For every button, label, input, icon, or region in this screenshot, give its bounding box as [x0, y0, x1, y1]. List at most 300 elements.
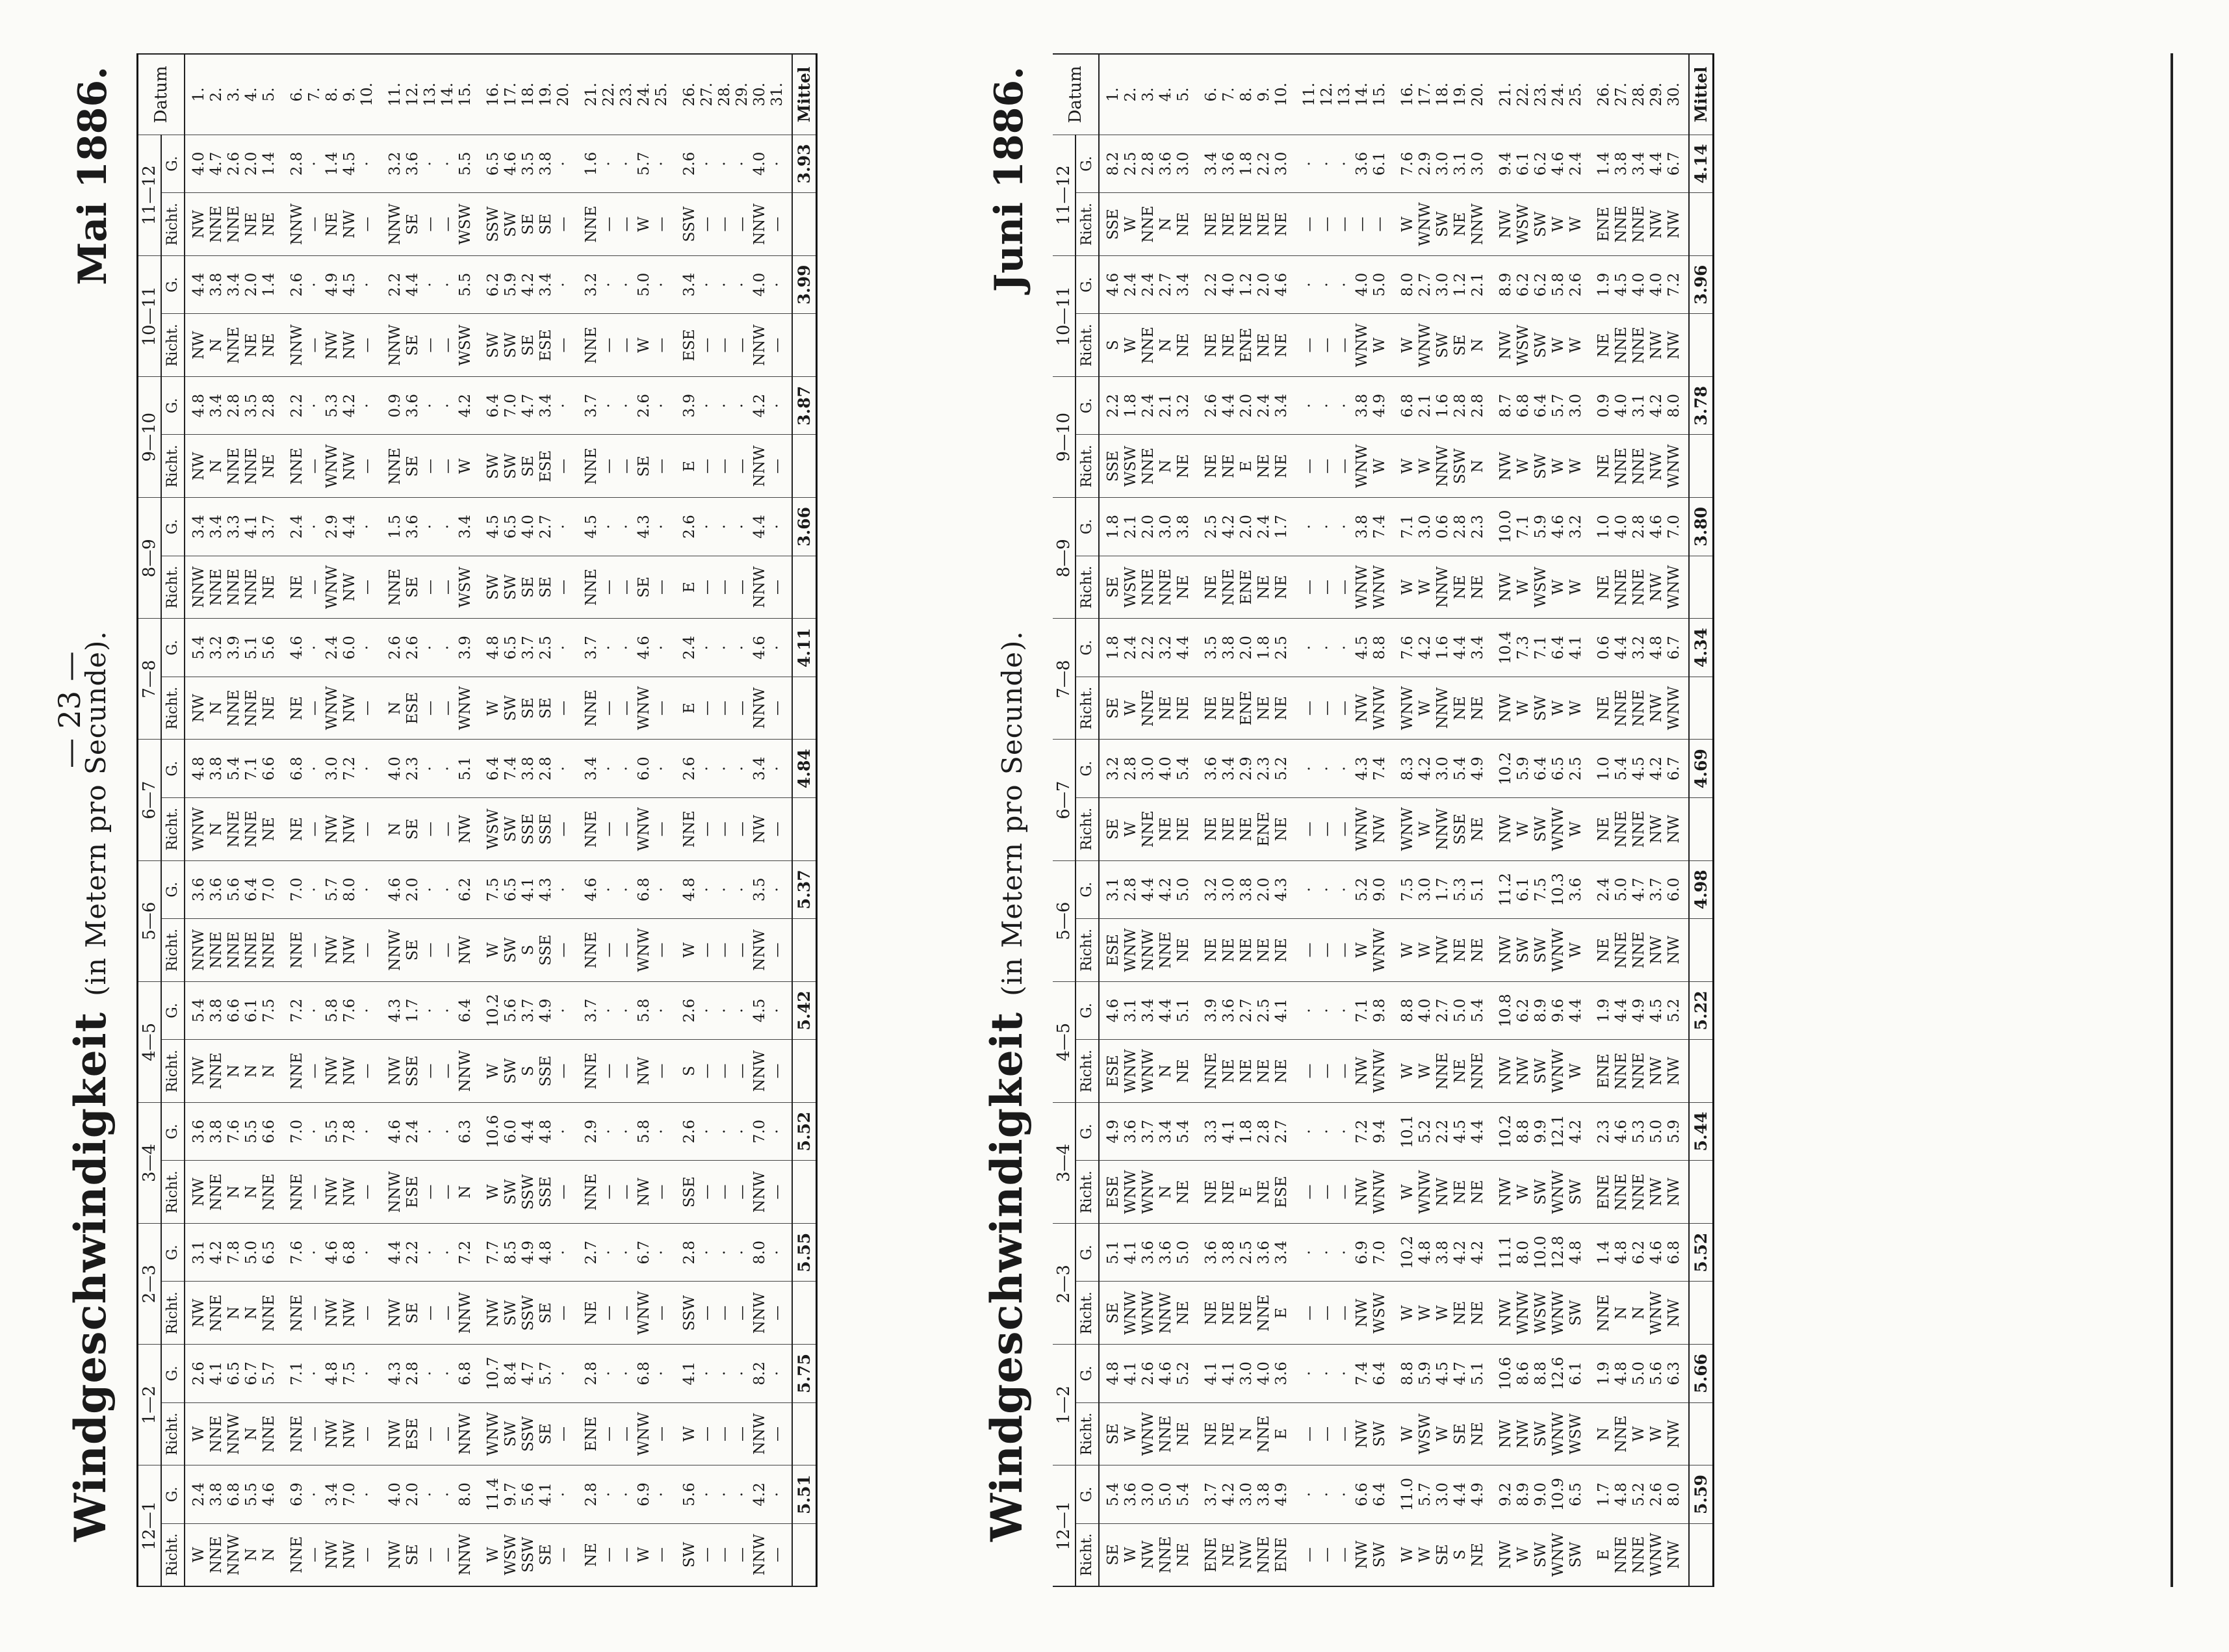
direction-cell: NNE — NW NW —	[283, 918, 381, 981]
direction-cell: N ESE — — WNW	[381, 677, 480, 740]
direction-cell: NE NE N NNE E	[1198, 1402, 1296, 1465]
speed-cell: 3.2 2.8 3.0 4.0 5.4	[1099, 740, 1198, 797]
speed-cell: 3.4 · · 6.0 ·	[578, 740, 676, 797]
direction-cell: NNW SE — — WSW	[381, 193, 480, 256]
direction-cell: SE WSW NNE NNE NE	[1099, 556, 1198, 619]
speed-cell: 3.2 · · 5.0 ·	[578, 255, 676, 313]
speed-cell: 3.6 3.6 5.6 6.4 7.0	[185, 860, 283, 918]
direction-cell: ENE NE NW NNE ENE	[1198, 1523, 1296, 1586]
g-header: G.	[1076, 619, 1099, 677]
table-row	[1198, 54, 1296, 1586]
direction-cell: NNE — — W —	[578, 193, 676, 256]
g-header: G.	[1076, 1224, 1099, 1282]
direction-cell: SE W NNE NE NE	[1099, 677, 1198, 740]
speed-cell: 3.2 3.0 3.8 2.0 4.3	[1198, 860, 1296, 918]
mittel-row	[1689, 54, 1714, 1586]
direction-cell: NNE — — WNW —	[578, 677, 676, 740]
date-cell: 26. 27. 28. 29. 30. 31.	[676, 54, 792, 135]
richt-header: Richt.	[1076, 556, 1099, 619]
direction-cell: NE — WNW NW —	[283, 556, 381, 619]
speed-cell: 7.0 · 5.7 8.0 ·	[283, 860, 381, 918]
speed-cell: 10.0 7.1 5.9 4.6 3.2	[1492, 498, 1590, 556]
mittel-label: Mittel	[792, 54, 817, 135]
speed-cell: 4.3 1.7 · · 6.4	[381, 981, 480, 1039]
direction-cell: — — — NW WSW	[1296, 1282, 1394, 1345]
date-cell: 21. 22. 23. 24. 25.	[578, 54, 676, 135]
speed-cell: 1.8 2.1 2.0 3.0 3.8	[1099, 498, 1198, 556]
speed-cell: 11.1 8.0 10.0 12.8 4.8	[1492, 1224, 1590, 1282]
date-cell: 6. 7. 8. 9. 10.	[1198, 54, 1296, 135]
g-header: G.	[161, 1224, 185, 1282]
speed-cell: 4.6 · · 6.8 ·	[578, 860, 676, 918]
direction-cell: W SW S SSE —	[480, 1040, 578, 1103]
direction-cell: NNW SE — — NW	[381, 918, 480, 981]
direction-cell: SSW — — — NNW —	[676, 1282, 792, 1345]
direction-cell: NW N NNE NNE NE	[185, 677, 283, 740]
mittel-value: 4.98	[1689, 860, 1714, 918]
speed-cell: 3.7 · · 5.8 ·	[578, 981, 676, 1039]
g-header: G.	[161, 255, 185, 313]
direction-cell: ENE NNE NNE NW NW	[1590, 193, 1689, 256]
hour-header: 5—6	[1053, 860, 1076, 981]
speed-cell: 3.6 3.8 2.5 3.6 3.4	[1198, 1224, 1296, 1282]
g-header: G.	[1076, 135, 1099, 192]
hour-header: 10—11	[138, 255, 162, 376]
datum-header: Datum	[1053, 54, 1099, 135]
page-number: — 23 —	[52, 651, 87, 768]
speed-cell: 8.7 6.8 6.4 5.7 3.0	[1492, 377, 1590, 435]
g-header: G.	[1076, 498, 1099, 556]
direction-cell: NNE — NW NW —	[283, 1402, 381, 1465]
direction-cell: NNE SE — — WSW	[381, 556, 480, 619]
speed-cell: 7.0 · 5.5 7.8 ·	[283, 1102, 381, 1160]
june-table	[1053, 53, 1714, 1587]
hour-header: 6—7	[138, 740, 162, 860]
speed-cell: 4.4 3.8 3.4 2.0 1.4	[185, 255, 283, 313]
mittel-value: 4.69	[1689, 740, 1714, 797]
speed-cell: 3.2 3.6 · · 5.5	[381, 135, 480, 192]
direction-cell: SW — — — NNW —	[676, 1523, 792, 1586]
direction-cell: NW WSW SW W W	[1492, 314, 1590, 377]
direction-cell: ENE — — WNW —	[578, 1402, 676, 1465]
speed-cell: 2.8 · · 6.9 ·	[578, 1465, 676, 1523]
speed-cell: 1.0 4.0 2.8 4.6 7.0	[1590, 498, 1689, 556]
speed-cell: 10.2 8.8 9.9 12.1 4.2	[1492, 1102, 1590, 1160]
speed-cell: 2.2 4.4 · · 5.5	[381, 255, 480, 313]
g-header: G.	[161, 1465, 185, 1523]
speed-cell: 4.4 2.2 · · 7.2	[381, 1224, 480, 1282]
speed-cell: 3.6 3.4 2.9 2.3 5.2	[1198, 740, 1296, 797]
hour-header: 11—12	[1053, 135, 1076, 255]
hour-header: 4—5	[1053, 981, 1076, 1102]
date-cell: 21. 22. 23. 24. 25.	[1492, 54, 1590, 135]
table-row	[1492, 54, 1590, 1586]
direction-cell: E — — — NNW —	[676, 556, 792, 619]
mittel-value: 3.99	[792, 255, 817, 313]
direction-cell: NW NNE NNE NE NE	[185, 193, 283, 256]
direction-cell: — — — NW WNW	[1296, 677, 1394, 740]
direction-cell: WNW N NNE NNE NE	[185, 797, 283, 860]
speed-cell: 11.0 5.7 3.0 4.4 4.9	[1394, 1465, 1492, 1523]
mittel-value: 5.37	[792, 860, 817, 918]
speed-cell: 2.5 4.2 2.0 2.4 1.7	[1198, 498, 1296, 556]
table-row	[1590, 54, 1689, 1586]
table-row	[1296, 54, 1394, 1586]
date-cell: 11. 12. 13. 14. 15.	[381, 54, 480, 135]
direction-cell: NW N NNE NNE NE	[185, 435, 283, 498]
direction-cell: NE NE NE NE NE	[1198, 193, 1296, 256]
speed-cell: 3.1 4.2 7.8 5.0 6.5	[185, 1224, 283, 1282]
speed-cell: 4.8 3.8 5.4 7.1 6.6	[185, 740, 283, 797]
speed-cell: 3.1 2.8 4.4 4.2 5.0	[1099, 860, 1198, 918]
direction-cell: W SW SE SE —	[480, 677, 578, 740]
direction-cell: SE W WNW NNE NE	[1099, 1402, 1198, 1465]
speed-cell: 10.6 6.0 4.4 4.8 ·	[480, 1102, 578, 1160]
june-header	[975, 53, 1053, 1587]
direction-cell: NNE — — NW —	[578, 1161, 676, 1224]
speed-cell: 2.8 · · 6.8 ·	[578, 1345, 676, 1402]
may-month: Mai 1886.	[70, 66, 116, 285]
speed-cell: 4.0 2.0 · · 8.0	[381, 1465, 480, 1523]
direction-cell: NNW ESE — — N	[381, 1161, 480, 1224]
mittel-value: 4.34	[1689, 619, 1714, 677]
g-header: G.	[161, 377, 185, 435]
direction-cell: NW W SW W W	[1492, 677, 1590, 740]
direction-cell: WSW SW SSE SSE —	[480, 797, 578, 860]
speed-cell: 0.9 4.0 3.1 4.2 8.0	[1590, 377, 1689, 435]
speed-cell: 4.6 · 2.4 6.0 ·	[283, 619, 381, 677]
speed-cell: 7.5 6.5 4.1 4.3 ·	[480, 860, 578, 918]
hour-header: 7—8	[1053, 619, 1076, 740]
direction-cell: NNE — — WNW —	[578, 797, 676, 860]
direction-cell: W W NNE NE NNE	[1394, 1040, 1492, 1103]
richt-header: Richt.	[1076, 193, 1099, 256]
speed-cell: 6.2 5.9 4.2 3.4 ·	[480, 255, 578, 313]
speed-cell: 4.5 · · 4.3 ·	[578, 498, 676, 556]
speed-cell: 6.9 · 3.4 7.0 ·	[283, 1465, 381, 1523]
speed-cell: 2.6 · · · 3.4 ·	[676, 740, 792, 797]
speed-cell: 4.6 2.0 · · 6.2	[381, 860, 480, 918]
speed-cell: 1.8 2.4 2.2 3.2 4.4	[1099, 619, 1198, 677]
speed-cell: 2.4 · 2.9 4.4 ·	[283, 498, 381, 556]
mittel-row	[792, 54, 817, 1586]
speed-cell: · · · 4.5 8.8	[1296, 619, 1394, 677]
direction-cell: ESE — — — NNW —	[676, 314, 792, 377]
direction-cell: NE — NW NW —	[283, 797, 381, 860]
mittel-label: Mittel	[1689, 54, 1714, 135]
g-header: G.	[161, 619, 185, 677]
mittel-value: 5.75	[792, 1345, 817, 1402]
speed-cell: 5.4 3.8 6.6 6.1 7.5	[185, 981, 283, 1039]
mittel-value: 5.22	[1689, 981, 1714, 1039]
speed-cell: 10.2 5.6 3.7 4.9 ·	[480, 981, 578, 1039]
bottom-rule	[2171, 53, 2173, 1587]
speed-cell: 2.3 4.6 5.3 5.0 5.9	[1590, 1102, 1689, 1160]
direction-cell: SSW — — — NNW —	[676, 193, 792, 256]
g-header: G.	[161, 135, 185, 192]
speed-cell: 4.3 2.8 · · 6.8	[381, 1345, 480, 1402]
direction-cell: NW SE — — NNW	[381, 1282, 480, 1345]
speed-cell: 3.9 3.6 2.7 2.5 4.1	[1198, 981, 1296, 1039]
g-header: G.	[1076, 740, 1099, 797]
direction-cell: NNW — NW NW —	[283, 314, 381, 377]
direction-cell: W WNW NW NE NE	[1394, 1161, 1492, 1224]
speed-cell: 3.4 3.4 3.3 4.1 3.7	[185, 498, 283, 556]
speed-cell: 4.9 3.6 3.7 3.4 5.4	[1099, 1102, 1198, 1160]
speed-cell: 4.8 · · · 3.5 ·	[676, 860, 792, 918]
speed-cell: 8.9 6.2 6.2 5.8 2.6	[1492, 255, 1590, 313]
g-header: G.	[1076, 1345, 1099, 1402]
direction-cell: W W W NE NE	[1394, 1282, 1492, 1345]
june-title: Windgeschwindigkeit (in Metern pro Secunde).	[981, 630, 1032, 1542]
speed-cell: 2.6 · · · 7.0 ·	[676, 1102, 792, 1160]
richt-header: Richt.	[161, 435, 185, 498]
direction-cell: NNE — NW NW —	[283, 1040, 381, 1103]
speed-cell: 4.8 3.4 2.8 3.5 2.8	[185, 377, 283, 435]
speed-cell: 0.9 3.6 · · 4.2	[381, 377, 480, 435]
richt-header: Richt.	[161, 1282, 185, 1345]
table-row	[676, 54, 792, 1586]
date-cell: 26. 27. 28. 29. 30.	[1590, 54, 1689, 135]
speed-cell: 7.6 2.9 3.0 3.1 3.0	[1394, 135, 1492, 192]
direction-cell: W WNW SW NE NNW	[1394, 193, 1492, 256]
richt-header: Richt.	[1076, 1523, 1099, 1586]
speed-cell: 3.4 3.6 1.8 2.2 3.0	[1198, 135, 1296, 192]
hour-header: 9—10	[1053, 377, 1076, 498]
speed-cell: 6.4 7.0 4.7 3.4 ·	[480, 377, 578, 435]
direction-cell: NW SE — — NNW	[381, 1523, 480, 1586]
direction-cell: NE NE NE NNE E	[1198, 1282, 1296, 1345]
direction-cell: SSE W NNE N NE	[1099, 193, 1198, 256]
speed-cell: 7.1 3.0 0.6 2.8 2.3	[1394, 498, 1492, 556]
speed-cell: 2.8 · 1.4 4.5 ·	[283, 135, 381, 192]
direction-cell: NNE — — — NW —	[676, 797, 792, 860]
direction-cell: — — — WNW W	[1296, 435, 1394, 498]
speed-cell: 2.6 4.4 2.0 2.4 3.4	[1198, 377, 1296, 435]
speed-cell: 1.9 4.8 5.0 5.6 6.3	[1590, 1345, 1689, 1402]
direction-cell: NW N NNE NE NE	[185, 314, 283, 377]
g-header: G.	[1076, 377, 1099, 435]
direction-cell: W SW SSW SSE —	[480, 1161, 578, 1224]
direction-cell: — — — WNW NW	[1296, 797, 1394, 860]
direction-cell: SSE WSW NNE N NE	[1099, 435, 1198, 498]
direction-cell: ESE WNW WNW N NE	[1099, 1161, 1198, 1224]
direction-cell: NW NNE N N NNE	[185, 1161, 283, 1224]
speed-cell: 4.8 6.5 3.7 2.5 ·	[480, 619, 578, 677]
g-header: G.	[161, 860, 185, 918]
g-header: G.	[1076, 1102, 1099, 1160]
datum-header: Datum	[138, 54, 185, 135]
direction-cell: — — — NW WNW	[1296, 1161, 1394, 1224]
mittel-value: 5.55	[792, 1224, 817, 1282]
direction-cell: NNE N N WNW NW	[1590, 1282, 1689, 1345]
direction-cell: NNW — NE NW —	[283, 193, 381, 256]
direction-cell: S W NNE N NE	[1099, 314, 1198, 377]
direction-cell: — — — W WNW	[1296, 918, 1394, 981]
direction-cell: W — — — NNW —	[676, 918, 792, 981]
direction-cell: SE W NW NNE NE	[1099, 1523, 1198, 1586]
direction-cell: W W NNW NE NE	[1394, 556, 1492, 619]
direction-cell: W WSW SSW SE —	[480, 1523, 578, 1586]
june-section	[975, 53, 1714, 1587]
date-cell: 16. 17. 18. 19. 20.	[480, 54, 578, 135]
speed-cell: 1.7 4.8 5.2 2.6 8.0	[1590, 1465, 1689, 1523]
hour-header: 1—2	[138, 1345, 162, 1465]
date-cell: 6. 7. 8. 9. 10.	[283, 54, 381, 135]
speed-cell: 3.7 · · 2.6 ·	[578, 377, 676, 435]
richt-header: Richt.	[1076, 1040, 1099, 1103]
table-row	[1394, 54, 1492, 1586]
richt-header: Richt.	[1076, 1161, 1099, 1224]
mittel-value: 3.87	[792, 377, 817, 435]
speed-cell: 3.6 3.8 7.6 5.5 6.6	[185, 1102, 283, 1160]
speed-cell: 9.4 6.1 6.2 4.6 2.4	[1492, 135, 1590, 192]
table-row	[1099, 54, 1198, 1586]
richt-header: Richt.	[161, 1040, 185, 1103]
speed-cell: 7.6 4.2 1.6 4.4 3.4	[1394, 619, 1492, 677]
direction-cell: W W SE S NE	[1394, 1523, 1492, 1586]
hour-header: 10—11	[1053, 255, 1076, 376]
richt-header: Richt.	[161, 797, 185, 860]
direction-cell: NNE — NW NW —	[283, 1523, 381, 1586]
direction-cell: SSE — — — NNW —	[676, 1161, 792, 1224]
speed-cell: 2.6 · · · 4.4 ·	[676, 498, 792, 556]
hour-header: 9—10	[138, 377, 162, 498]
hour-header: 3—4	[1053, 1102, 1076, 1223]
mittel-value: 3.78	[1689, 377, 1714, 435]
direction-cell: NNE SE — — W	[381, 435, 480, 498]
direction-cell: NE NNE NNE NW NW	[1590, 314, 1689, 377]
direction-cell: W NNE NNW N N	[185, 1523, 283, 1586]
table-row	[381, 54, 480, 1586]
direction-cell: ENE NNE NNE NW NW	[1590, 1161, 1689, 1224]
speed-cell: 0.6 4.4 3.2 4.8 6.7	[1590, 619, 1689, 677]
direction-cell: SE W NNE NE NE	[1099, 797, 1198, 860]
direction-cell: NNE — — WNW —	[578, 918, 676, 981]
speed-cell: 2.6 · 4.9 4.5 ·	[283, 255, 381, 313]
hour-header: 6—7	[1053, 740, 1076, 860]
speed-cell: 3.7 · · 4.6 ·	[578, 619, 676, 677]
direction-cell: — — — — —	[1296, 193, 1394, 256]
speed-cell: 4.0 2.3 · · 5.1	[381, 740, 480, 797]
hour-header: 11—12	[138, 135, 162, 255]
speed-cell: 4.1 4.1 3.0 4.0 3.6	[1198, 1345, 1296, 1402]
mittel-value: 5.52	[1689, 1224, 1714, 1282]
table-row	[185, 54, 283, 1586]
direction-cell: WNW W NNW NE NE	[1394, 677, 1492, 740]
speed-cell: 3.9 · · · 4.2 ·	[676, 377, 792, 435]
direction-cell: NW NNE N N N	[185, 1040, 283, 1103]
hour-header: 5—6	[138, 860, 162, 981]
direction-cell: S — — — NNW —	[676, 1040, 792, 1103]
direction-cell: W W NW NE NE	[1394, 918, 1492, 981]
date-cell: 16. 17. 18. 19. 20.	[1394, 54, 1492, 135]
mittel-value: 3.93	[792, 135, 817, 192]
direction-cell: NNW SE — — WSW	[381, 314, 480, 377]
direction-cell: NW W SW WNW SW	[1492, 1161, 1590, 1224]
g-header: G.	[1076, 981, 1099, 1039]
direction-cell: NW NW SW WNW WSW	[1492, 1402, 1590, 1465]
may-section	[52, 53, 818, 1587]
speed-cell: 6.5 4.6 3.5 3.8 ·	[480, 135, 578, 192]
hour-header: 2—3	[138, 1224, 162, 1345]
speed-cell: · · · 7.2 9.4	[1296, 1102, 1394, 1160]
may-title: Windgeschwindigkeit (in Metern pro Secunde).	[65, 630, 116, 1542]
direction-cell: NE NNE NNE NW WNW	[1590, 677, 1689, 740]
speed-cell: 3.4 · · · 4.0 ·	[676, 255, 792, 313]
direction-cell: NW W WSW W W	[1492, 556, 1590, 619]
speed-cell: 7.6 · 4.6 6.8 ·	[283, 1224, 381, 1282]
direction-cell: SE WNW WNW NNW NE	[1099, 1282, 1198, 1345]
speed-cell: · · · 4.3 7.4	[1296, 740, 1394, 797]
g-header: G.	[1076, 1465, 1099, 1523]
direction-cell: W WNW SW SE N	[1394, 314, 1492, 377]
speed-cell: 10.6 8.6 8.8 12.6 6.1	[1492, 1345, 1590, 1402]
speed-cell: 3.5 3.8 2.0 1.8 2.5	[1198, 619, 1296, 677]
direction-cell: ENE NNE NNE NW NW	[1590, 1040, 1689, 1103]
speed-cell: · · · 4.0 5.0	[1296, 255, 1394, 313]
speed-cell: 8.3 4.2 3.0 5.4 4.9	[1394, 740, 1492, 797]
richt-header: Richt.	[1076, 1282, 1099, 1345]
speed-cell: 1.5 3.6 · · 3.4	[381, 498, 480, 556]
direction-cell: W NNE NNW N NNE	[185, 1402, 283, 1465]
richt-header: Richt.	[161, 677, 185, 740]
speed-cell: 8.0 2.7 3.0 1.2 2.1	[1394, 255, 1492, 313]
direction-cell: — — — NW WNW	[1296, 1040, 1394, 1103]
speed-cell: 2.2 4.0 1.2 2.0 4.6	[1198, 255, 1296, 313]
g-header: G.	[1076, 860, 1099, 918]
speed-cell: 5.4 3.2 3.9 5.1 5.6	[185, 619, 283, 677]
direction-cell: N NNE W W NW	[1590, 1402, 1689, 1465]
richt-header: Richt.	[1076, 314, 1099, 377]
table-row	[480, 54, 578, 1586]
speed-cell: 10.7 8.4 4.7 5.7 ·	[480, 1345, 578, 1402]
direction-cell: SSW SW SE SE —	[480, 193, 578, 256]
may-header	[52, 53, 136, 1587]
direction-cell: NNW NNE NNE NNE NNE	[185, 918, 283, 981]
speed-cell: · · · 3.8 4.9	[1296, 377, 1394, 435]
direction-cell: NNE — WNW NW —	[283, 435, 381, 498]
speed-cell: 4.5 6.5 4.0 2.7 ·	[480, 498, 578, 556]
richt-header: Richt.	[161, 918, 185, 981]
direction-cell: NNE — NW NW —	[283, 1282, 381, 1345]
direction-cell: NE NNE ENE NE NE	[1198, 556, 1296, 619]
direction-cell: NNE — — SE —	[578, 556, 676, 619]
hour-header: 4—5	[138, 981, 162, 1102]
speed-cell: 4.6 2.4 · · 6.3	[381, 1102, 480, 1160]
direction-cell: WNW W NNW SSE NE	[1394, 797, 1492, 860]
direction-cell: NW WNW WSW WNW SW	[1492, 1282, 1590, 1345]
direction-cell: NE NE NE NE NE	[1198, 918, 1296, 981]
speed-cell: 2.8 · · · 8.0 ·	[676, 1224, 792, 1282]
speed-cell: 5.6 · · · 4.2 ·	[676, 1465, 792, 1523]
richt-header: Richt.	[161, 556, 185, 619]
direction-cell: NE NE ENE NE NE	[1198, 314, 1296, 377]
hour-header: 12—1	[138, 1465, 162, 1586]
direction-cell: NNE NE NE NE NE	[1198, 1040, 1296, 1103]
direction-cell: NNE — NW NW —	[283, 1161, 381, 1224]
speed-cell: 10.8 6.2 8.9 9.6 4.4	[1492, 981, 1590, 1039]
speed-cell: · · · 6.9 7.0	[1296, 1224, 1394, 1282]
mittel-value: 5.51	[792, 1465, 817, 1523]
speed-cell: 10.2 4.8 3.8 4.2 4.2	[1394, 1224, 1492, 1282]
date-cell: 1. 2. 3. 4. 5.	[1099, 54, 1198, 135]
direction-cell: NW WSW SW W W	[1492, 193, 1590, 256]
speed-cell: 2.2 1.8 2.4 2.1 3.2	[1099, 377, 1198, 435]
direction-cell: NW SW SW WNW W	[1492, 918, 1590, 981]
direction-cell: — — — WNW WNW	[1296, 556, 1394, 619]
speed-cell: 10.4 7.3 7.1 6.4 4.1	[1492, 619, 1590, 677]
